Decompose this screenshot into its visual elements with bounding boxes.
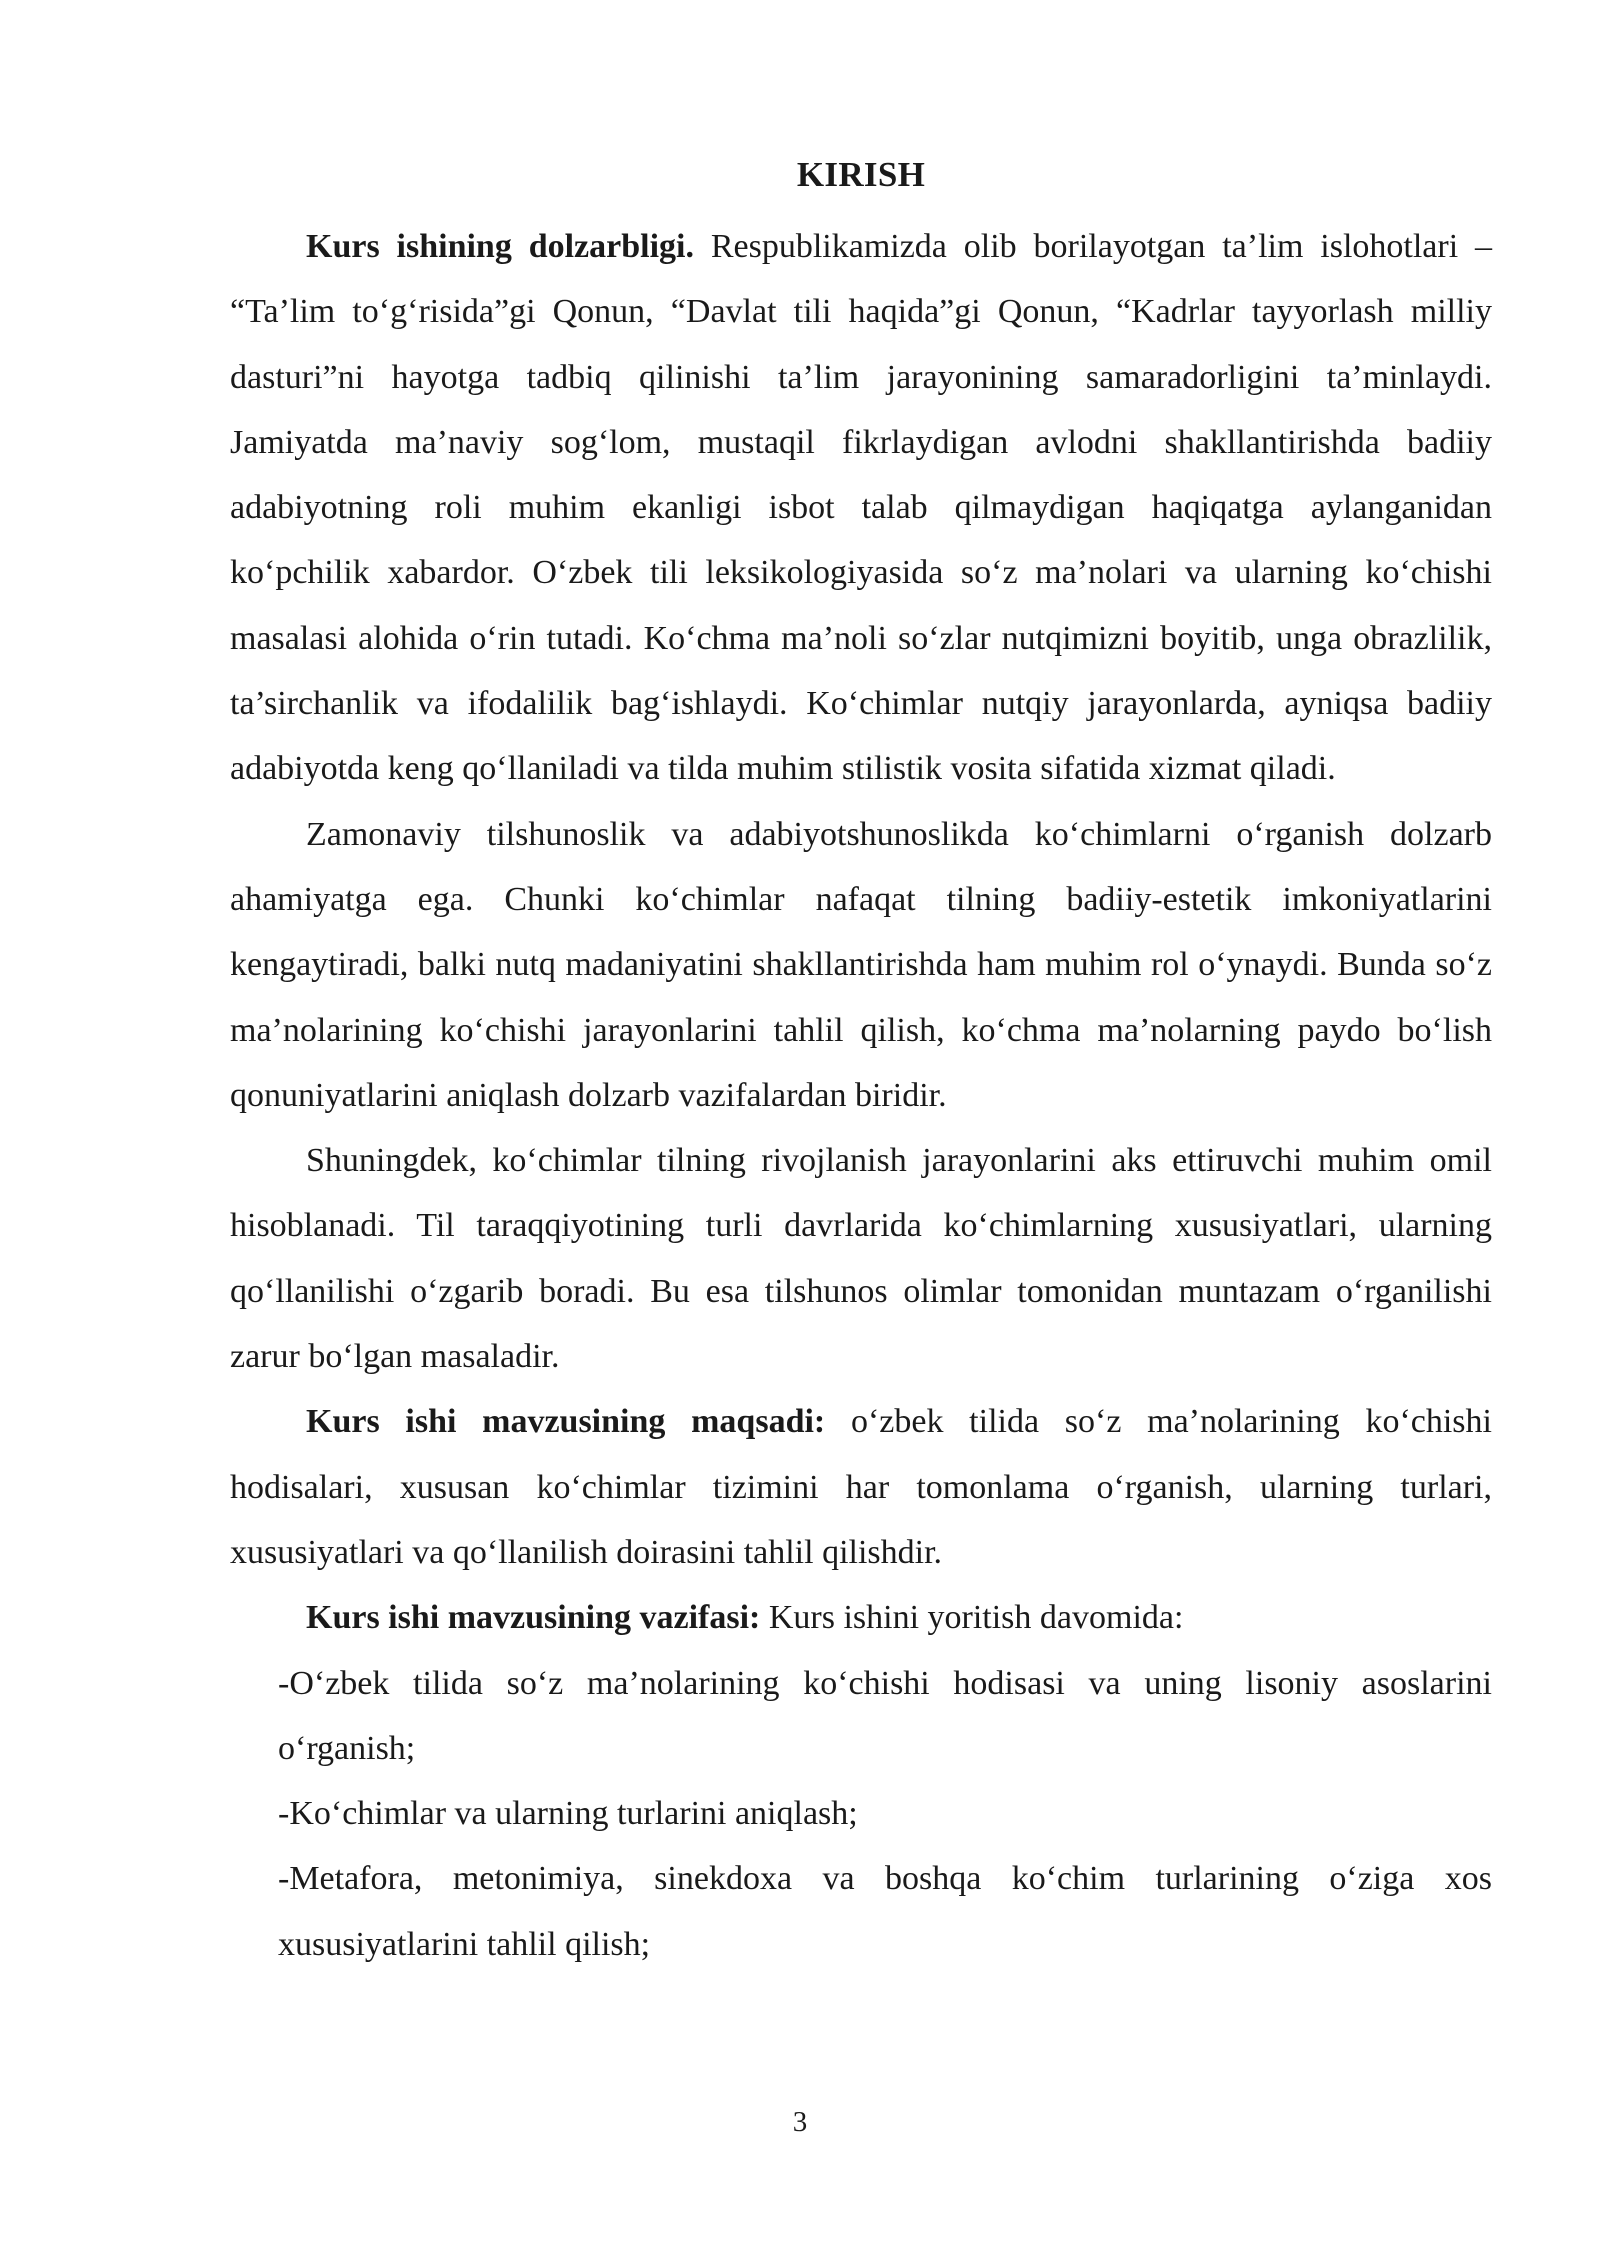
paragraph-text: Zamonaviy tilshunoslik va adabiyotshunoslikda ko‘chimlarni o‘rganish dolzarb ahamiyatga ega. Chunki ko‘chimlar nafaqat tilning badiiy-estetik imkoniyatlarini kengaytiradi, balki nutq madaniyatini shakllantirishda ham muhim rol o‘ynaydi. Bunda so‘z ma’nolarining ko‘chishi jarayonlarini tahlil qilish, ko‘chma ma’nolarning paydo bo‘lish qonuniyatlarini aniqlash dolzarb vazifalardan biridir. <box>230 815 1492 1114</box>
paragraph-language-development <box>230 1128 1492 1389</box>
paragraph-lead: Kurs ishi mavzusining maqsadi: <box>306 1403 826 1441</box>
paragraph-lead: Kurs ishining dolzarbligi. <box>306 228 694 265</box>
paragraph-text: Respublikamizda olib borilayotgan ta’lim islohotlari – “Ta’lim to‘g‘risida”gi Qonun, “Davlat tili haqida”gi Qonun, “Kadrlar tayyorlash milliy dasturi”ni hayotga tadbiq qilinishi ta’lim jarayonining samaradorligini ta’minlaydi. Jamiyatda ma’naviy sog‘lom, mustaqil fikrlaydigan avlodni shakllantirishda badiiy adabiyotning roli muhim ekanligi isbot talab qilmaydigan haqiqatga aylanganidan ko‘pchilik xabardor. O‘zbek tili leksikologiyasida so‘z ma’nolari va ularning ko‘chishi masalasi alohida o‘rin tutadi. Ko‘chma ma’noli so‘zlar nutqimizni boyitib, unga obrazlilik, ta’sirchanlik va ifodalilik bag‘ishlaydi. Ko‘chimlar nutqiy jarayonlarda, ayniqsa badiiy adabiyotda keng qo‘llaniladi va tilda muhim stilistik vosita sifatida xizmat qiladi. <box>230 228 1492 788</box>
page-number: 3 <box>792 2106 808 2138</box>
paragraph-tasks <box>230 1585 1492 1650</box>
paragraph-relevance <box>230 214 1492 802</box>
paragraph-text: Kurs ishini yoritish davomida: <box>760 1599 1184 1637</box>
page-content <box>230 148 1492 1977</box>
paragraph-modern-linguistics <box>230 802 1492 1128</box>
task-list-item: -Metafora, metonimiya, sinekdoxa va boshqa ko‘chim turlarining o‘ziga xos xususiyatlarini tahlil qilish; <box>278 1860 1492 1963</box>
task-list-item: -O‘zbek tilida so‘z ma’nolarining ko‘chishi hodisasi va uning lisoniy asoslarini o‘rganish; <box>278 1664 1492 1767</box>
paragraph-text: o‘zbek tilida so‘z ma’nolarining ko‘chishi hodisalari, xususan ko‘chimlar tizimini har tomonlama o‘rganish, ularning turlari, xususiyatlari va qo‘llanilish doirasini tahlil qilishdir. <box>230 1403 1492 1571</box>
page-title: KIRISH <box>796 155 926 194</box>
paragraph-goal <box>230 1389 1492 1585</box>
paragraph-text: Shuningdek, ko‘chimlar tilning rivojlanish jarayonlarini aks ettiruvchi muhim omil hisoblanadi. Til taraqqiyotining turli davrlarida ko‘chimlarning xususiyatlari, ularning qo‘llanilishi o‘zgarib boradi. Bu esa tilshunos olimlar tomonidan muntazam o‘rganilishi zarur bo‘lgan masaladir. <box>230 1142 1492 1376</box>
task-list-item: -Ko‘chimlar va ularning turlarini aniqlash; <box>278 1795 858 1833</box>
paragraph-lead: Kurs ishi mavzusining vazifasi: <box>306 1599 761 1637</box>
